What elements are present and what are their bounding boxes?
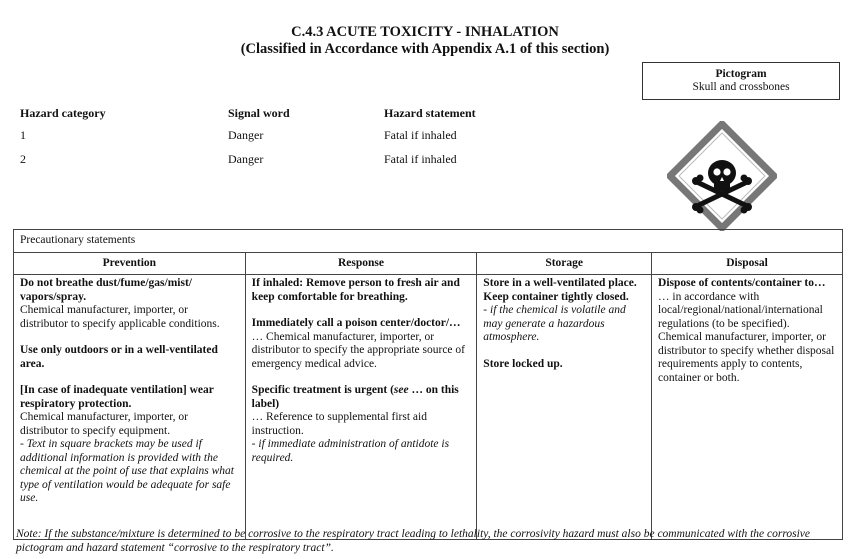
response-note-3: … Reference to supplemental first aid instruction. [251, 411, 427, 437]
disposal-cell [652, 275, 843, 540]
hazard-row-1-signal: Danger [228, 128, 264, 142]
precautionary-statements-table [13, 229, 843, 540]
hazard-row-2-statement: Fatal if inhaled [384, 152, 457, 166]
signal-word-header: Signal word [228, 106, 290, 120]
pictogram-label-box [642, 62, 840, 100]
response-cell [245, 275, 477, 540]
prevention-italic-note: - Text in square brackets may be used if additional information is provided with the chemical at the point of use that explains what type of ventilation would be adequate for safe use. [20, 438, 234, 504]
prevention-header: Prevention [14, 252, 246, 275]
response-statement-3: Specific treatment is urgent (see … on this label) [251, 384, 459, 410]
prevention-note-1: Chemical manufacturer, importer, or distributor to specify applicable conditions. [20, 304, 220, 330]
pictogram-name: Skull and crossbones [692, 81, 790, 93]
skull-and-crossbones-icon [667, 121, 777, 231]
response-italic-note: - if immediate administration of antidote is required. [251, 438, 450, 464]
hazard-row-1-category: 1 [20, 128, 26, 142]
footnote: Note: If the substance/mixture is determined to be corrosive to the respiratory tract leading to lethality, the corrosivity hazard must also be communicated with the corrosive pictogram and hazard statement “corrosive to the respiratory tract”. [16, 528, 811, 554]
hazard-row-2-signal: Danger [228, 152, 264, 166]
response-statement-1: If inhaled: Remove person to fresh air and keep comfortable for breathing. [251, 277, 460, 303]
disposal-statement-1: Dispose of contents/container to… [658, 277, 826, 289]
hazard-row-2-category: 2 [20, 152, 26, 166]
response-header: Response [245, 252, 477, 275]
storage-statement-1: Store in a well-ventilated place. Keep container tightly closed. [483, 277, 637, 303]
prevention-cell [14, 275, 246, 540]
hazard-row-1-statement: Fatal if inhaled [384, 128, 457, 142]
disposal-note-1: … in accordance with local/regional/national/international regulations (to be specified). Chemical manufacturer, importer, or distributor to specify whether disposal requirements apply to contents, container or both. [658, 290, 835, 384]
response-note-2: … Chemical manufacturer, importer, or distributor to specify the appropriate source of emergency medical advice. [251, 330, 465, 370]
storage-italic-note: - if the chemical is volatile and may generate a hazardous atmosphere. [483, 304, 626, 343]
page-subtitle: (Classified in Accordance with Appendix A.1 of this section) [240, 41, 610, 57]
hazard-statement-header: Hazard statement [384, 106, 476, 120]
page-title: C.4.3 ACUTE TOXICITY - INHALATION [291, 24, 559, 40]
pictogram-heading: Pictogram [715, 68, 767, 80]
disposal-header: Disposal [652, 252, 843, 275]
storage-statement-2: Store locked up. [483, 357, 563, 370]
storage-cell [477, 275, 652, 540]
hazard-category-header: Hazard category [20, 106, 106, 120]
storage-header: Storage [477, 252, 652, 275]
precautionary-caption: Precautionary statements [14, 230, 843, 253]
prevention-statement-2: Use only outdoors or in a well-ventilated area. [20, 344, 218, 370]
prevention-statement-1: Do not breathe dust/fume/gas/mist/ vapors/spray. [20, 277, 192, 303]
response-statement-2: Immediately call a poison center/doctor/… [251, 317, 461, 329]
prevention-note-3: Chemical manufacturer, importer, or distributor to specify equipment. [20, 411, 188, 437]
prevention-statement-3: [In case of inadequate ventilation] wear respiratory protection. [20, 384, 214, 410]
